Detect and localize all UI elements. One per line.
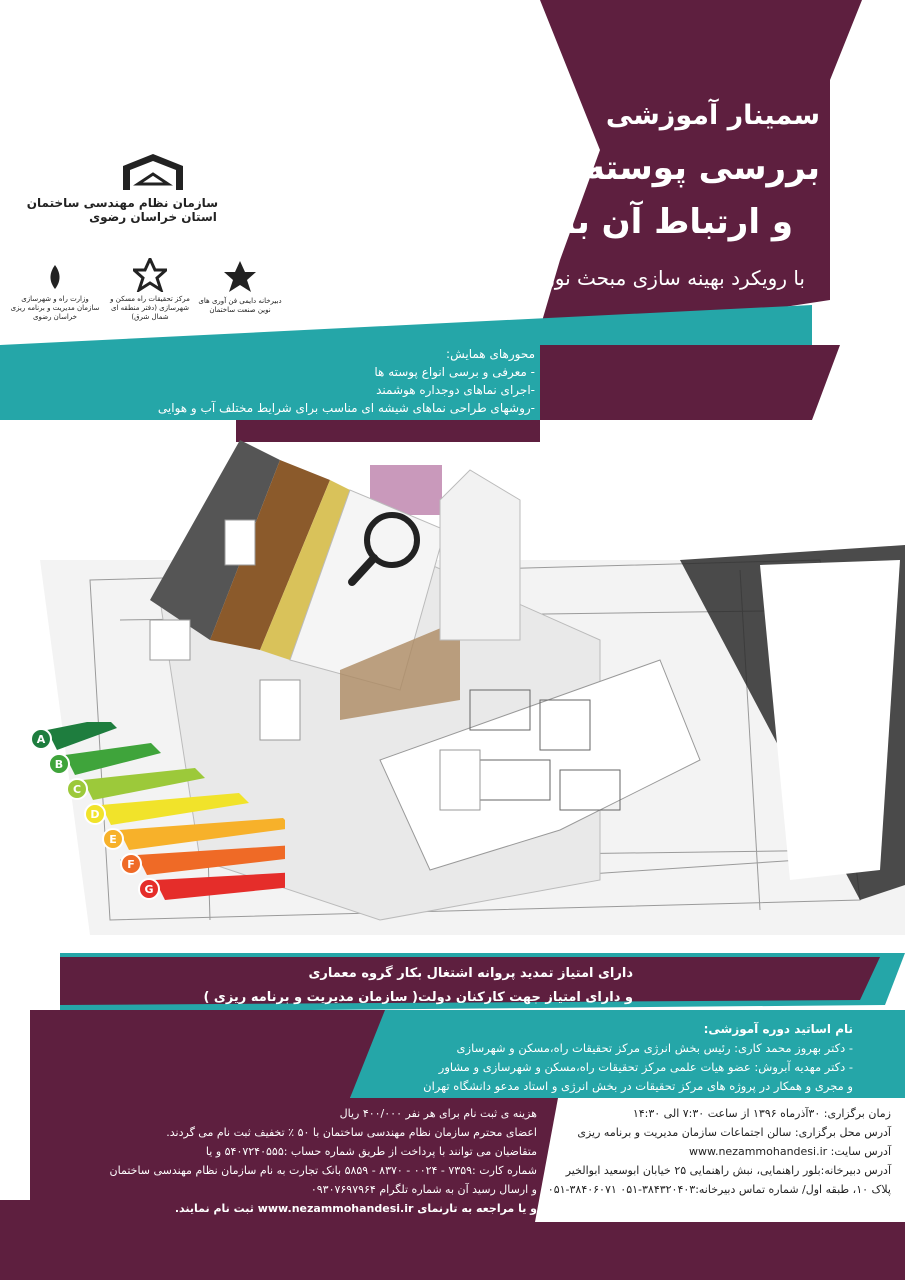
energy-bar-a [47, 722, 117, 750]
energy-rating-chart [25, 722, 285, 922]
axes-item: -روشهای طراحی نماهای شیشه ای مناسب برای شرایط مختلف آب و هوایی [157, 401, 535, 415]
org-name: سازمان نظام مهندسی ساختمان [26, 196, 218, 210]
title-approach: با رویکرد بهینه سازی مبحث نوزدهم مقررات ملی [399, 266, 805, 290]
energy-label-g: G [144, 883, 154, 896]
energy-bar-c [83, 768, 205, 800]
engineering-org-logo [26, 152, 218, 224]
ministry-logo: وزارت راه و شهرسازی سازمان مدیریت و برنامه ریزی خراسان رضوی [10, 262, 100, 322]
energy-label-c: C [72, 783, 82, 796]
energy-label-f: F [127, 858, 135, 871]
title-main: بررسی پوسته های ساختمانی [326, 148, 820, 188]
teacher-item: و مجری و همکار در پروژه های مرکز تحقیقات در بخش انرژی و استاد مدعو دانشگاه تهران [423, 1079, 853, 1093]
energy-bar-d [101, 793, 249, 825]
secretariat-logo: دبیرخانه دایمی فن آوری های نوین صنعت ساختمان [195, 260, 285, 315]
emblem-icon [40, 262, 70, 292]
teacher-item: - دکتر مهدیه آبروش: عضو هیات علمی مرکز تحقیقات راه،مسکن و شهرسازی و مشاور [438, 1060, 853, 1074]
event-info: زمان برگزاری: ۳۰آذرماه ۱۳۹۶ از ساعت ۷:۳۰ الی ۱۴:۳۰ آدرس محل برگزاری: سالن اجتماعات سازمان مدیریت و برنامه ریزی آدرس سایت: www.nezammohandesi.ir آدرس دبیرخانه:بلور راهنمایی، نبش راهنمایی ۲۵ خیابان ابوسعید ابوالخیر پلاک ۱۰، طبقه اول/ شماره تماس دبیرخانه:۳۸۴۳۲۰۴۰۳-۰۵۱ ۳۸۴۰۶۰۷۱-۰۵۱ [547, 1107, 891, 1196]
axes-heading: محورهای همایش: [446, 347, 535, 361]
energy-bar-b [65, 743, 161, 775]
teachers-section [423, 1020, 853, 1096]
org-province: استان خراسان رضوی [89, 210, 217, 224]
title-seminar: سمینار آموزشی [605, 100, 820, 131]
title-sub: و ارتباط آن با مصرف انرژی [329, 202, 793, 242]
star-logo-icon [133, 258, 167, 292]
energy-label-d: D [90, 808, 100, 821]
building-logo-icon [118, 152, 188, 192]
energy-bar-g [155, 868, 285, 900]
star-house-icon [223, 260, 257, 294]
credit-notice: دارای امتیاز تمدید پروانه اشتغال بکار گروه معماری و دارای امتیاز جهت کارکنان دولت( سازمان مدیریت و برنامه ریزی ) [203, 966, 633, 1005]
axes-item: - معرفی و برسی انواع پوسته ها [374, 365, 535, 379]
energy-label-a: A [36, 733, 46, 746]
energy-bar-f [137, 843, 285, 875]
energy-label-e: E [109, 833, 117, 846]
registration-fee-info: هزینه ی ثبت نام برای هر نفر ۴۰۰/۰۰۰ ریال اعضای محترم سازمان نظام مهندسی ساختمان با ۵۰ ٪ تخفیف ثبت نام می گردند. متقاضیان می توانند با پرداخت از طریق شماره حساب :۵۴۰۷۲۴۰۵۵۵ و یا شماره کارت :۷۳۵۹ - ۰۰۲۴ - ۸۳۷۰ - ۵۸۵۹ بانک تجارت به نام سازمان نظام مهندسی ساختمان و ارسال رسید آن به شماره تلگرام ۰۹۳۰۷۶۹۷۹۶۴ و یا مراجعه به تارنمای www.nezammohandesi.ir ثبت نام نمایند. [109, 1107, 537, 1215]
energy-label-b: B [54, 758, 64, 771]
energy-bar-e [119, 818, 285, 850]
conference-axes [158, 345, 535, 417]
research-center-logo: مرکز تحقیقات راه مسکن و شهرسازی (دفتر منطقه ای شمال شرق) [105, 258, 195, 322]
axes-item: -اجرای نماهای دوجداره هوشمند [376, 383, 535, 397]
teacher-item: - دکتر بهروز محمد کاری: رئیس بخش انرژی مرکز تحقیقات راه،مسکن و شهرسازی [456, 1041, 853, 1055]
teachers-heading: نام اساتید دوره آموزشی: [703, 1022, 853, 1036]
